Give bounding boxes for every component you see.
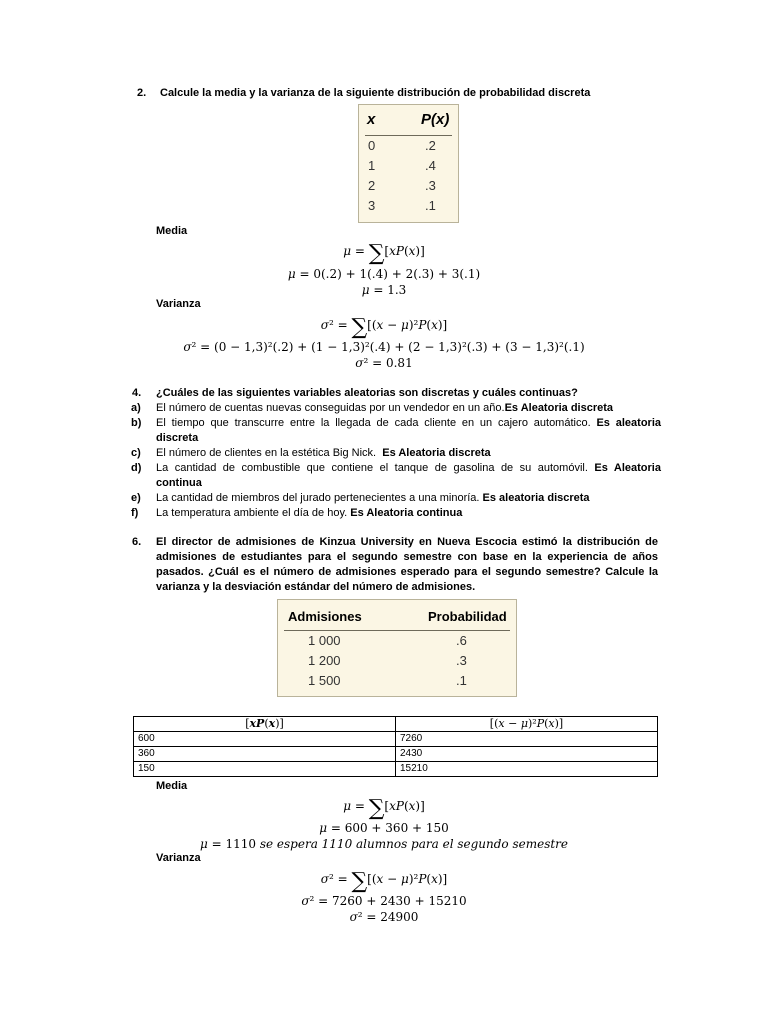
variance-substitution: σ² = (0 − 1,3)²(.2) + (1 − 1,3)²(.4) + (2 − 1,3)²(.3) + (3 − 1,3)²(.1) xyxy=(183,340,585,354)
math-text: = 600 + 360 + 150 xyxy=(330,821,449,835)
item-label: a) xyxy=(131,402,141,414)
item-label: d) xyxy=(131,462,142,474)
table-cell: .2 xyxy=(425,138,436,153)
table-cell: 600 xyxy=(134,732,396,747)
question-6-number: 6. xyxy=(132,536,142,548)
table-cell: .3 xyxy=(425,178,436,193)
table-header-x: x xyxy=(367,111,376,128)
question-2-number: 2. xyxy=(137,87,147,99)
math-text: = 1.3 xyxy=(373,283,407,297)
table-header-divider xyxy=(365,135,452,136)
mean-result-q6: μ = 1110 se espera 1110 alumnos para el segundo semestre xyxy=(199,837,569,851)
table-row xyxy=(134,747,658,762)
question-2-text: Calcule la media y la varianza de la siguiente distribución de probabilidad discreta xyxy=(160,87,591,99)
question-4-number: 4. xyxy=(132,387,142,399)
probability-table-q6 xyxy=(277,599,517,697)
table-cell: .6 xyxy=(456,633,467,648)
question-6-text: El director de admisiones de Kinzua University en Nueva Escocia estimó la distribución de admisiones de estudiantes para el segundo semestre con base en la experiencia de años pasados. ¿Cuál es el número de admisiones esperado para el segundo semestre? Calcule la varianza y la desviación estándar del número de admisiones. xyxy=(156,536,658,593)
item-label: b) xyxy=(131,417,142,429)
item-answer: Es Aleatoria continua xyxy=(156,462,661,489)
math-text: = 24900 xyxy=(366,910,419,924)
question-4-text: ¿Cuáles de las siguientes variables aleatorias son discretas y cuáles continuas? xyxy=(156,387,578,399)
math-text: = (0 − 1,3)²(.2) + (1 − 1,3)²(.4) + (2 − 1,3)²(.3) + (3 − 1,3)²(.1) xyxy=(200,340,585,354)
item-answer: Es aleatoria discreta xyxy=(482,492,590,504)
mean-result: μ = 1.3 xyxy=(361,283,407,297)
variance-substitution-q6: σ² = 7260 + 2430 + 15210 xyxy=(301,894,467,908)
item-answer: Es Aleatoria discreta xyxy=(382,447,491,459)
item-answer: Es aleatoria discreta xyxy=(156,417,661,444)
table-cell: .4 xyxy=(425,158,436,173)
mean-substitution: μ = 0(.2) + 1(.4) + 2(.3) + 3(.1) xyxy=(287,267,481,281)
table-cell: .1 xyxy=(456,673,467,688)
list-item xyxy=(131,416,661,446)
list-item xyxy=(131,446,661,461)
math-text: = 0.81 xyxy=(372,356,413,370)
mean-formula-q6: μ = ∑[xP(x)] xyxy=(343,796,425,821)
item-label: f) xyxy=(131,507,139,519)
item-answer: Es Aleatoria continua xyxy=(350,507,463,519)
item-label: c) xyxy=(131,447,141,459)
table-cell: 1 000 xyxy=(308,633,341,648)
table-cell: 1 500 xyxy=(308,673,341,688)
math-text: = 1110 xyxy=(211,837,257,851)
math-note: se espera 1110 alumnos para el segundo semestre xyxy=(259,837,569,851)
media-label-q6: Media xyxy=(156,780,188,792)
media-label-q2: Media xyxy=(156,225,188,237)
table-header-row xyxy=(134,717,658,732)
item-text: El número de cuentas nuevas conseguidas por un vendedor en un año. xyxy=(156,402,505,414)
math-text: = 7260 + 2430 + 15210 xyxy=(318,894,467,908)
table-header-admisiones: Admisiones xyxy=(288,609,362,624)
table-cell: 150 xyxy=(134,762,396,777)
math-text: = 0(.2) + 1(.4) + 2(.3) + 3(.1) xyxy=(299,267,481,281)
table-cell: 360 xyxy=(134,747,396,762)
work-header-xpx: [xP(x)] xyxy=(134,717,396,732)
list-item xyxy=(131,401,661,416)
table-cell: 1 200 xyxy=(308,653,341,668)
list-item xyxy=(131,506,661,521)
item-answer: Es Aleatoria discreta xyxy=(504,402,614,414)
item-text: La cantidad de miembros del jurado pertenecientes a una minoría. xyxy=(156,492,480,504)
mean-formula: μ = ∑[xP(x)] xyxy=(343,241,425,266)
table-header-px: P(x) xyxy=(421,111,450,128)
table-cell: 3 xyxy=(368,198,376,213)
variance-result-q6: σ² = 24900 xyxy=(349,910,419,924)
item-text: El tiempo que transcurre entre la llegada de cada cliente en un cajero automático. xyxy=(156,417,591,429)
table-row xyxy=(134,732,658,747)
list-item xyxy=(131,461,661,491)
list-item xyxy=(131,491,661,506)
table-cell: .3 xyxy=(456,653,467,668)
table-cell: 2430 xyxy=(396,747,658,762)
table-header-divider xyxy=(284,630,510,631)
item-text: La temperatura ambiente el día de hoy. xyxy=(156,507,348,519)
item-text: El número de clientes en la estética Big Nick. xyxy=(156,447,377,459)
table-header-probabilidad: Probabilidad xyxy=(428,609,507,624)
work-table xyxy=(133,716,658,777)
table-cell: 1 xyxy=(368,158,376,173)
table-cell: .1 xyxy=(425,198,436,213)
table-cell: 15210 xyxy=(396,762,658,777)
item-label: e) xyxy=(131,492,141,504)
varianza-label-q2: Varianza xyxy=(156,298,201,310)
work-header-variance-term: [(x − μ)²P(x)] xyxy=(396,717,658,732)
variance-formula-q6: σ² = ∑[(x − μ)²P(x)] xyxy=(320,869,448,894)
table-cell: 0 xyxy=(368,138,376,153)
variance-formula: σ² = ∑[(x − μ)²P(x)] xyxy=(320,315,448,340)
varianza-label-q6: Varianza xyxy=(156,852,201,864)
probability-table-q2 xyxy=(358,104,459,223)
table-row xyxy=(134,762,658,777)
mean-substitution-q6: μ = 600 + 360 + 150 xyxy=(319,821,449,835)
item-text: La cantidad de combustible que contiene el tanque de gasolina de su automóvil. xyxy=(156,462,588,474)
variance-result: σ² = 0.81 xyxy=(355,356,413,370)
table-cell: 7260 xyxy=(396,732,658,747)
table-cell: 2 xyxy=(368,178,376,193)
